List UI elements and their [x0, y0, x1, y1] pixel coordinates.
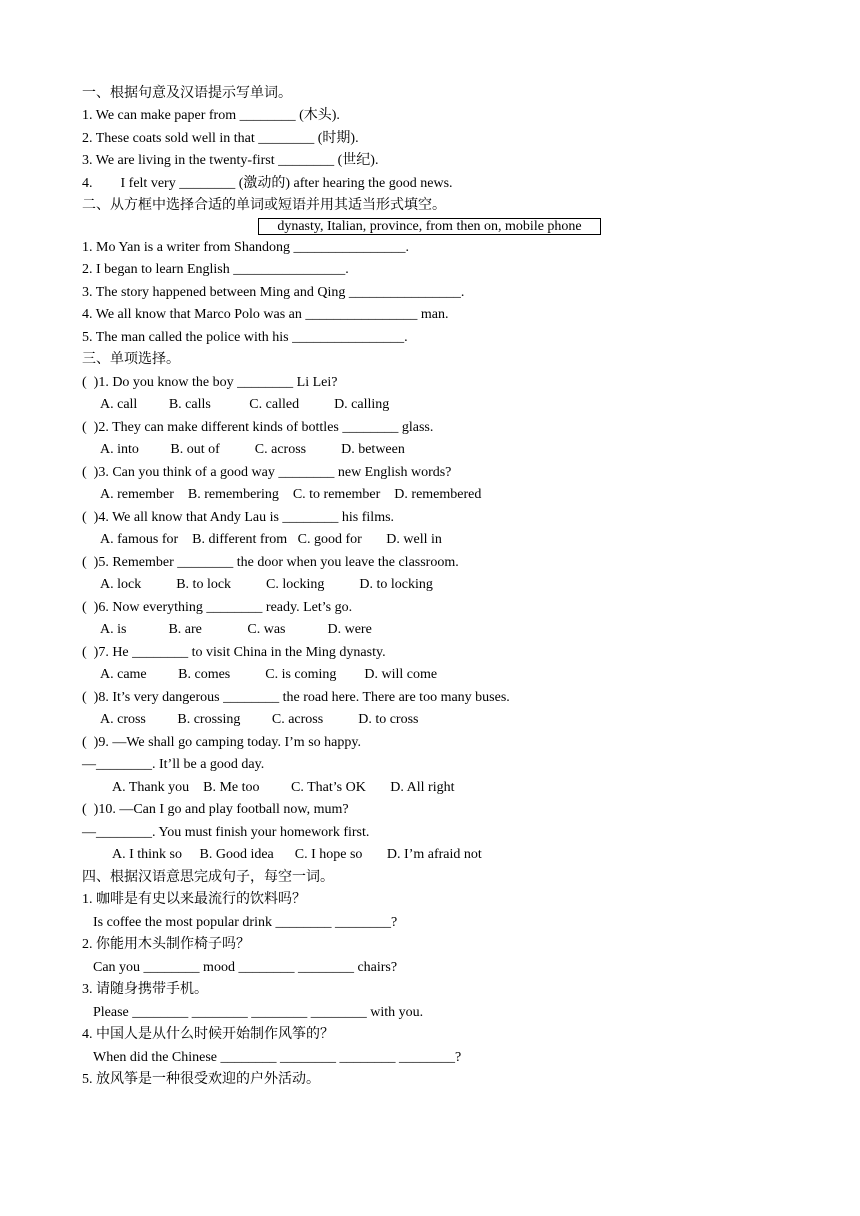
section1-item-3: 3. We are living in the twenty-first ________ (世纪).: [82, 153, 379, 168]
section2-item-4: 4. We all know that Marco Polo was an ________________ man.: [82, 307, 449, 322]
section2-item-3: 3. The story happened between Ming and Qing ________________.: [82, 285, 465, 300]
sentence-3-english: Please ________ ________ ________ ________ with you.: [93, 1005, 424, 1020]
question-2: ( )2. They can make different kinds of bottles ________ glass.: [82, 420, 434, 435]
question-10-reply: —________. You must finish your homework first.: [82, 825, 370, 840]
question-4-options: A. famous for B. different from C. good for D. well in: [100, 532, 442, 547]
question-3-options: A. remember B. remembering C. to remember D. remembered: [100, 487, 482, 502]
sentence-4-chinese: 4. 中国人是从什么时候开始制作风筝的？: [82, 1027, 334, 1042]
sentence-4-english: When did the Chinese ________ ________ ________ ________?: [93, 1050, 462, 1065]
sentence-5-chinese: 5. 放风筝是一种很受欢迎的户外活动。: [82, 1072, 320, 1087]
question-5: ( )5. Remember ________ the door when you leave the classroom.: [82, 555, 459, 570]
section1-item-4: 4. I felt very ________ (激动的) after hearing the good news.: [82, 176, 453, 191]
question-10-options: A. I think so B. Good idea C. I hope so D. I’m afraid not: [112, 847, 482, 862]
question-9-reply: —________. It’ll be a good day.: [82, 757, 265, 772]
sentence-1-chinese: 1. 咖啡是有史以来最流行的饮料吗？: [82, 892, 306, 907]
question-6-options: A. is B. are C. was D. were: [100, 622, 372, 637]
section2-item-5: 5. The man called the police with his ________________.: [82, 330, 408, 345]
sentence-2-chinese: 2. 你能用木头制作椅子吗？: [82, 937, 250, 952]
question-7: ( )7. He ________ to visit China in the Ming dynasty.: [82, 645, 386, 660]
word-box: dynasty, Italian, province, from then on, mobile phone: [258, 218, 601, 235]
section1-item-2: 2. These coats sold well in that ________ (时期).: [82, 131, 359, 146]
question-1-options: A. call B. calls C. called D. calling: [100, 397, 390, 412]
sentence-1-english: Is coffee the most popular drink ________ ________?: [93, 915, 398, 930]
question-7-options: A. came B. comes C. is coming D. will come: [100, 667, 438, 682]
question-2-options: A. into B. out of C. across D. between: [100, 442, 405, 457]
question-8: ( )8. It’s very dangerous ________ the road here. There are too many buses.: [82, 690, 510, 705]
question-5-options: A. lock B. to lock C. locking D. to locking: [100, 577, 433, 592]
section2-item-2: 2. I began to learn English ________________.: [82, 262, 349, 277]
question-1: ( )1. Do you know the boy ________ Li Lei?: [82, 375, 338, 390]
section4-heading: 四、根据汉语意思完成句子，每空一词。: [82, 870, 334, 885]
section1-item-1: 1. We can make paper from ________ (木头).: [82, 108, 340, 123]
question-10: ( )10. —Can I go and play football now, mum?: [82, 802, 349, 817]
question-4: ( )4. We all know that Andy Lau is ________ his films.: [82, 510, 395, 525]
sentence-3-chinese: 3. 请随身携带手机。: [82, 982, 208, 997]
sentence-2-english: Can you ________ mood ________ ________ chairs?: [93, 960, 398, 975]
question-6: ( )6. Now everything ________ ready. Let’s go.: [82, 600, 353, 615]
question-9: ( )9. —We shall go camping today. I’m so happy.: [82, 735, 361, 750]
section3-heading: 三、单项选择。: [82, 352, 180, 367]
question-9-options: A. Thank you B. Me too C. That’s OK D. All right: [112, 780, 455, 795]
section1-heading: 一、根据句意及汉语提示写单词。: [82, 86, 292, 101]
question-3: ( )3. Can you think of a good way ________ new English words?: [82, 465, 452, 480]
section2-heading: 二、从方框中选择合适的单词或短语并用其适当形式填空。: [82, 198, 446, 213]
question-8-options: A. cross B. crossing C. across D. to cross: [100, 712, 419, 727]
section2-item-1: 1. Mo Yan is a writer from Shandong ________________.: [82, 240, 410, 255]
